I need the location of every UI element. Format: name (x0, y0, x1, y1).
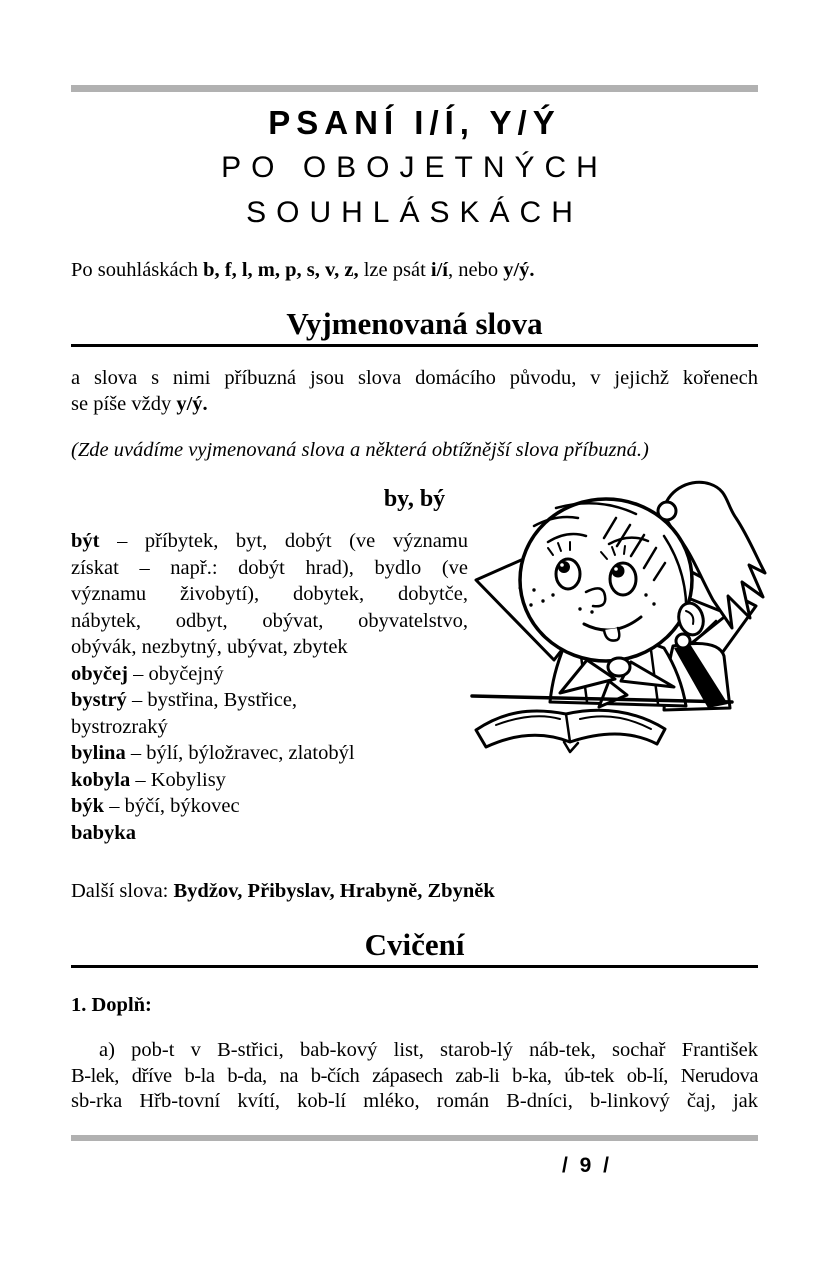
vocab-definition: obývák, nezbytný, ubývat, zbytek (71, 636, 348, 658)
vocab-line (71, 634, 468, 661)
intro-yy: y/ý. (503, 259, 535, 281)
vocab-line (71, 687, 468, 714)
vocab-line (71, 714, 468, 741)
vocab-line (71, 555, 468, 582)
more-words-list: Bydžov, Přibyslav, Hrabyně, Zbyněk (173, 880, 495, 902)
vocab-definition: získat – např.: dobýt hrad), bydlo (ve (71, 556, 468, 579)
vocab-definition: – býčí, býkovec (104, 795, 240, 817)
vocab-definition: – příbytek, byt, dobýt (ve významu (99, 530, 468, 552)
vocab-line (71, 608, 468, 635)
vocab-line (71, 820, 468, 847)
intro-text: Po souhláskách (71, 259, 204, 281)
page-bottom-rule (71, 1135, 758, 1141)
paragraph-yy: y/ý. (176, 392, 208, 415)
book-page (0, 85, 829, 1265)
vocab-definition: významu živobytí), dobytek, dobytče, (71, 583, 468, 605)
paragraph-line: a slova s nimi příbuzná jsou slova domácího původu, v jejichž kořenech (71, 366, 758, 389)
vocab-line (71, 740, 468, 767)
vocab-headword: obyčej (71, 662, 128, 685)
intro-ii: i/í (430, 259, 448, 281)
vocab-definition: – bystřina, Bystřice, (126, 689, 298, 711)
title-line-1: PSANÍ I/Í, Y/Ý (268, 104, 561, 141)
page-title (71, 101, 758, 235)
exercise-line: sb-rka Hřb-tovní kvítí, kob-lí mléko, román B-dníci, b-linkový čaj, jak (71, 1090, 758, 1112)
more-words-label: Další slova: (71, 880, 174, 902)
intro-text: , nebo (447, 259, 504, 281)
vocab-definition: bystrozraký (71, 715, 168, 738)
section-heading-cviceni: Cvičení (71, 925, 758, 968)
vocab-headword: býk (71, 795, 105, 817)
title-line-3: SOUHLÁSKÁCH (246, 196, 583, 229)
intro-consonants: b, f, l, m, p, s, v, z, (203, 259, 359, 281)
vyjmenovana-paragraph (71, 365, 758, 417)
subheading-by-by: by, bý (383, 486, 446, 512)
vocab-line (71, 767, 468, 794)
vocab-headword: babyka (71, 821, 136, 844)
vocab-headword: kobyla (71, 768, 131, 791)
intro-paragraph (71, 257, 758, 283)
vocab-definition: nábytek, odbyt, obývat, obyvatelstvo, (71, 609, 468, 632)
vocab-line (71, 528, 468, 555)
exercise-line: a) pob-t v B-střici, bab-kový list, starob-lý náb-tek, sochař František (99, 1039, 758, 1061)
vocab-headword: bylina (71, 742, 126, 764)
exercise-number-label: 1. Doplň: (71, 993, 152, 1016)
exercise-item-a (71, 1038, 758, 1115)
girl-studying-illustration-svg (468, 478, 780, 762)
vocab-headword: být (71, 530, 100, 552)
vocab-line (71, 581, 468, 608)
more-words-line (71, 878, 758, 904)
girl-studying-illustration (468, 478, 780, 846)
vocab-section (71, 528, 758, 846)
paragraph-text: se píše vždy (71, 392, 177, 415)
title-line-2: PO OBOJETNÝCH (221, 151, 608, 184)
vocab-definition: – býlí, býložravec, zlatobýl (125, 742, 355, 764)
paragraph-line (71, 391, 758, 417)
vyjmenovana-note-italic: (Zde uvádíme vyjmenovaná slova a některá obtížnější slova příbuzná.) (71, 439, 649, 461)
vocab-line (71, 661, 468, 688)
page-number: / 9 / (561, 1154, 612, 1177)
page-top-rule (71, 85, 758, 92)
vocab-list (71, 528, 468, 846)
vocab-line (71, 793, 468, 820)
vocab-definition: – Kobylisy (130, 768, 226, 791)
exercise-line: B-lek, dříve b-la b-da, na b-čích zápasech zab-li b-ka, úb-tek ob-lí, Nerudova (71, 1064, 758, 1087)
section-heading-vyjmenovana-slova: Vyjmenovaná slova (71, 304, 758, 347)
vocab-headword: bystrý (71, 689, 127, 711)
intro-text: lze psát (358, 259, 431, 281)
vocab-definition: – obyčejný (127, 662, 224, 685)
